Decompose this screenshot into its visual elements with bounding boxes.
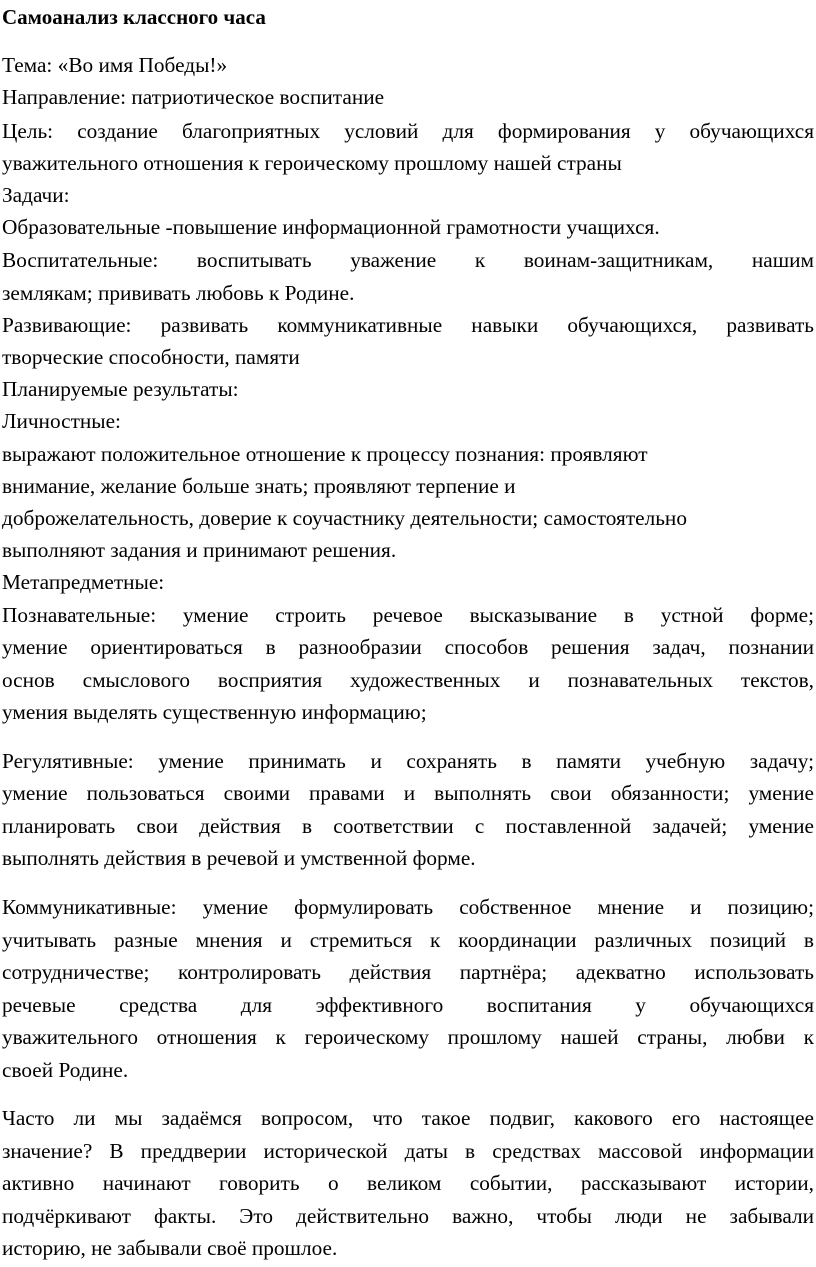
- developing-task-line-2: творческие способности, памяти: [2, 345, 300, 369]
- personal-line-1: выражают положительное отношение к процессу познания: проявляют: [2, 442, 648, 466]
- cognitive-line-1: Познавательные: умение строить речевое высказывание в устной форме;: [2, 603, 814, 627]
- tasks-heading: Задачи:: [2, 183, 70, 207]
- upbringing-task-line-1: Воспитательные: воспитывать уважение к воинам-защитникам, нашим: [2, 248, 814, 272]
- cognitive-line-4: умения выделять существенную информацию;: [2, 700, 427, 724]
- communicative-line-3: сотрудничестве; контролировать действия партнёра; адекватно использовать: [2, 960, 814, 984]
- communicative-line-1: Коммуникативные: умение формулировать собственное мнение и позицию;: [2, 895, 814, 919]
- regulatory-line-2: умение пользоваться своими правами и выполнять свои обязанности; умение: [2, 781, 814, 805]
- conclusion-line-1: Часто ли мы задаёмся вопросом, что такое подвиг, какового его настоящее: [2, 1106, 814, 1130]
- conclusion-line-3: активно начинают говорить о великом событии, рассказывают истории,: [2, 1171, 814, 1195]
- upbringing-task-line-2: землякам; прививать любовь к Родине.: [2, 281, 355, 305]
- conclusion-line-2: значение? В преддверии исторической даты в средствах массовой информации: [2, 1139, 814, 1163]
- cognitive-line-3: основ смыслового восприятия художественных и познавательных текстов,: [2, 668, 814, 692]
- communicative-line-6: своей Родине.: [2, 1058, 129, 1082]
- topic-line: Тема: «Во имя Победы!»: [2, 53, 228, 77]
- document-title: Самоанализ классного часа: [2, 5, 266, 29]
- goal-line-2: уважительного отношения к героическому прошлому нашей страны: [2, 151, 622, 175]
- personal-line-3: доброжелательность, доверие к соучастнику деятельности; самостоятельно: [2, 506, 687, 530]
- regulatory-line-4: выполнять действия в речевой и умственной форме.: [2, 846, 476, 870]
- conclusion-line-4: подчёркивают факты. Это действительно важно, чтобы люди не забывали: [2, 1204, 814, 1228]
- personal-heading: Личностные:: [2, 409, 121, 433]
- planned-results-heading: Планируемые результаты:: [2, 377, 239, 401]
- conclusion-line-5: историю, не забывали своё прошлое.: [2, 1236, 338, 1260]
- communicative-line-2: учитывать разные мнения и стремиться к координации различных позиций в: [2, 928, 814, 952]
- cognitive-line-2: умение ориентироваться в разнообразии способов решения задач, познании: [2, 635, 814, 659]
- personal-line-4: выполняют задания и принимают решения.: [2, 538, 397, 562]
- developing-task-line-1: Развивающие: развивать коммуникативные навыки обучающихся, развивать: [2, 313, 814, 337]
- communicative-line-5: уважительного отношения к героическому прошлому нашей страны, любви к: [2, 1025, 814, 1049]
- goal-line-1: Цель: создание благоприятных условий для формирования у обучающихся: [2, 119, 814, 143]
- regulatory-line-3: планировать свои действия в соответствии с поставленной задачей; умение: [2, 814, 814, 838]
- personal-line-2: внимание, желание больше знать; проявляют терпение и: [2, 474, 516, 498]
- metasubject-heading: Метапредметные:: [2, 570, 165, 594]
- direction-line: Направление: патриотическое воспитание: [2, 85, 385, 109]
- regulatory-line-1: Регулятивные: умение принимать и сохранять в памяти учебную задачу;: [2, 749, 814, 773]
- educational-task-line: Образовательные -повышение информационной грамотности учащихся.: [2, 215, 660, 239]
- communicative-line-4: речевые средства для эффективного воспитания у обучающихся: [2, 993, 814, 1017]
